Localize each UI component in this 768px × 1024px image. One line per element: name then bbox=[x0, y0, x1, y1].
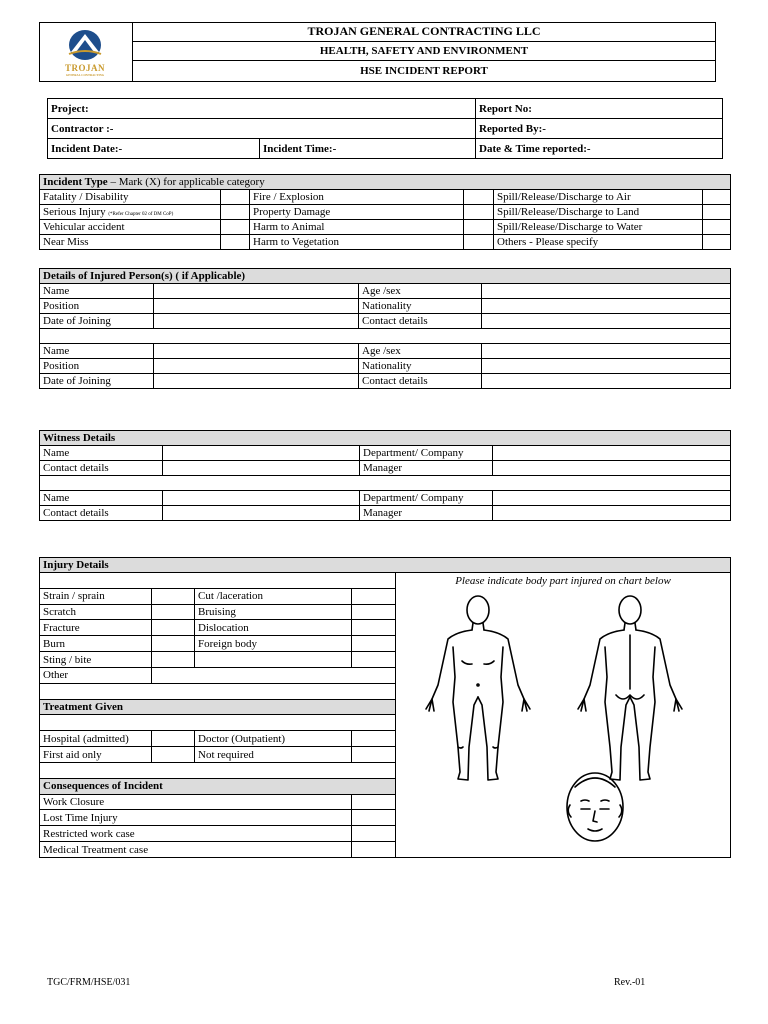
other-injury-input[interactable] bbox=[152, 667, 396, 683]
field-label: Date of Joining bbox=[40, 314, 154, 329]
incident-type-checkbox[interactable] bbox=[703, 220, 731, 235]
injury-checkbox[interactable] bbox=[152, 636, 195, 652]
contractor-field[interactable]: Contractor :- bbox=[48, 119, 476, 139]
field-label: Date of Joining bbox=[40, 374, 154, 389]
spacer-row bbox=[40, 683, 396, 699]
consequence-checkbox[interactable] bbox=[352, 810, 396, 826]
consequence-checkbox[interactable] bbox=[352, 842, 396, 858]
age-sex-input-1[interactable] bbox=[482, 284, 731, 299]
incident-type-checkbox[interactable] bbox=[221, 205, 250, 220]
treatment-label: First aid only bbox=[40, 747, 152, 763]
company-logo bbox=[40, 23, 130, 81]
field-label: Position bbox=[40, 299, 154, 314]
field-label: Age /sex bbox=[359, 344, 482, 359]
treatment-title: Treatment Given bbox=[40, 699, 396, 715]
treatment-label: Doctor (Outpatient) bbox=[195, 731, 352, 747]
injury-label: Scratch bbox=[40, 604, 152, 620]
position-input-2[interactable] bbox=[154, 359, 359, 374]
reported-by-field[interactable]: Reported By:- bbox=[476, 119, 723, 139]
field-label: Name bbox=[40, 284, 154, 299]
field-label: Contact details bbox=[359, 314, 482, 329]
project-field[interactable]: Project: bbox=[48, 99, 476, 119]
incident-type-checkbox[interactable] bbox=[703, 190, 731, 205]
consequence-label: Lost Time Injury bbox=[40, 810, 352, 826]
incident-type-checkbox[interactable] bbox=[221, 235, 250, 250]
logo-word: TROJAN bbox=[64, 62, 105, 73]
treatment-checkbox[interactable] bbox=[352, 747, 396, 763]
joining-date-input-2[interactable] bbox=[154, 374, 359, 389]
incident-type-label: Property Damage bbox=[250, 205, 464, 220]
spacer-row bbox=[40, 329, 731, 344]
witness-company-input-2[interactable] bbox=[493, 491, 731, 506]
field-label: Name bbox=[40, 491, 163, 506]
body-chart-caption: Please indicate body part injured on chart below bbox=[455, 575, 671, 587]
incident-type-label: Near Miss bbox=[40, 235, 221, 250]
consequence-checkbox[interactable] bbox=[352, 794, 396, 810]
field-label: Name bbox=[40, 446, 163, 461]
joining-date-input-1[interactable] bbox=[154, 314, 359, 329]
field-label: Age /sex bbox=[359, 284, 482, 299]
injury-checkbox[interactable] bbox=[152, 604, 195, 620]
incident-type-label: Fire / Explosion bbox=[250, 190, 464, 205]
logo-cell bbox=[40, 23, 133, 82]
incident-type-label: Spill/Release/Discharge to Water bbox=[494, 220, 703, 235]
injury-label: Bruising bbox=[195, 604, 352, 620]
witness-name-input-1[interactable] bbox=[163, 446, 360, 461]
header-table bbox=[39, 22, 716, 82]
body-chart-diagram[interactable] bbox=[396, 587, 731, 857]
witness-contact-input-2[interactable] bbox=[163, 506, 360, 521]
field-label: Contact details bbox=[40, 461, 163, 476]
witness-company-input-1[interactable] bbox=[493, 446, 731, 461]
field-label: Contact details bbox=[40, 506, 163, 521]
field-label: Department/ Company bbox=[360, 446, 493, 461]
injury-checkbox[interactable] bbox=[152, 652, 195, 668]
incident-type-label: Fatality / Disability bbox=[40, 190, 221, 205]
position-input-1[interactable] bbox=[154, 299, 359, 314]
department-name: HEALTH, SAFETY AND ENVIRONMENT bbox=[133, 41, 716, 60]
report-title: HSE INCIDENT REPORT bbox=[133, 60, 716, 81]
injury-label: Strain / sprain bbox=[40, 588, 152, 604]
injury-label: Foreign body bbox=[195, 636, 352, 652]
injury-label: Burn bbox=[40, 636, 152, 652]
field-label: Nationality bbox=[359, 359, 482, 374]
injury-checkbox[interactable] bbox=[352, 636, 396, 652]
incident-type-checkbox[interactable] bbox=[464, 190, 494, 205]
field-label: Position bbox=[40, 359, 154, 374]
body-back-icon bbox=[578, 596, 682, 780]
treatment-checkbox[interactable] bbox=[152, 747, 195, 763]
incident-type-label: Spill/Release/Discharge to Air bbox=[494, 190, 703, 205]
injury-checkbox[interactable] bbox=[152, 588, 195, 604]
project-info-table bbox=[47, 98, 723, 159]
incident-type-label: Harm to Animal bbox=[250, 220, 464, 235]
form-code: TGC/FRM/HSE/031 bbox=[47, 977, 131, 988]
incident-type-checkbox[interactable] bbox=[703, 205, 731, 220]
head-chart-icon bbox=[567, 773, 623, 841]
trojan-logo-icon bbox=[65, 28, 105, 62]
nationality-input-1[interactable] bbox=[482, 299, 731, 314]
witness-name-input-2[interactable] bbox=[163, 491, 360, 506]
incident-type-table bbox=[39, 174, 731, 250]
incident-type-label: Others - Please specify bbox=[494, 235, 703, 250]
name-input-1[interactable] bbox=[154, 284, 359, 299]
body-front-icon bbox=[426, 596, 530, 780]
body-chart-cell[interactable] bbox=[396, 573, 731, 858]
field-label: Nationality bbox=[359, 299, 482, 314]
witness-manager-input-1[interactable] bbox=[493, 461, 731, 476]
report-no-field[interactable]: Report No: bbox=[476, 99, 723, 119]
treatment-checkbox[interactable] bbox=[152, 731, 195, 747]
incident-type-checkbox[interactable] bbox=[464, 205, 494, 220]
incident-type-checkbox[interactable] bbox=[221, 190, 250, 205]
age-sex-input-2[interactable] bbox=[482, 344, 731, 359]
injury-checkbox[interactable] bbox=[352, 604, 396, 620]
injured-person-title: Details of Injured Person(s) ( if Applicable) bbox=[40, 269, 731, 284]
treatment-label: Not required bbox=[195, 747, 352, 763]
field-label: Manager bbox=[360, 461, 493, 476]
injury-label: Cut /laceration bbox=[195, 588, 352, 604]
incident-type-title: Incident Type – Mark (X) for applicable category bbox=[40, 175, 731, 190]
injury-checkbox[interactable] bbox=[152, 620, 195, 636]
injury-label bbox=[195, 652, 352, 668]
field-label: Manager bbox=[360, 506, 493, 521]
incident-type-label: Serious Injury (*Refer Chapter 02 of DM CoP) bbox=[40, 205, 221, 220]
witness-manager-input-2[interactable] bbox=[493, 506, 731, 521]
incident-date-field[interactable]: Incident Date:- bbox=[48, 139, 260, 159]
field-label: Name bbox=[40, 344, 154, 359]
injury-details-table bbox=[39, 557, 731, 858]
company-name: TROJAN GENERAL CONTRACTING LLC bbox=[133, 23, 716, 42]
treatment-label: Hospital (admitted) bbox=[40, 731, 152, 747]
consequence-label: Work Closure bbox=[40, 794, 352, 810]
contact-input-1[interactable] bbox=[482, 314, 731, 329]
injury-details-title: Injury Details bbox=[40, 558, 731, 573]
injury-label: Fracture bbox=[40, 620, 152, 636]
date-time-reported-field[interactable]: Date & Time reported:- bbox=[476, 139, 723, 159]
injury-checkbox[interactable] bbox=[352, 652, 396, 668]
field-label: Department/ Company bbox=[360, 491, 493, 506]
injury-checkbox[interactable] bbox=[352, 620, 396, 636]
incident-type-label: Spill/Release/Discharge to Land bbox=[494, 205, 703, 220]
witness-contact-input-1[interactable] bbox=[163, 461, 360, 476]
incident-type-label: Harm to Vegetation bbox=[250, 235, 464, 250]
contact-input-2[interactable] bbox=[482, 374, 731, 389]
witness-title: Witness Details bbox=[40, 431, 731, 446]
incident-type-checkbox[interactable] bbox=[703, 235, 731, 250]
incident-type-checkbox[interactable] bbox=[464, 235, 494, 250]
injury-label: Other bbox=[40, 667, 152, 683]
field-label: Contact details bbox=[359, 374, 482, 389]
revision-number: Rev.-01 bbox=[614, 977, 646, 988]
logo-tagline: GENERAL CONTRACTING bbox=[65, 72, 105, 77]
incident-type-checkbox[interactable] bbox=[464, 220, 494, 235]
injury-label: Dislocation bbox=[195, 620, 352, 636]
injured-person-table bbox=[39, 268, 731, 389]
consequences-title: Consequences of Incident bbox=[40, 778, 396, 794]
spacer-row bbox=[40, 715, 396, 731]
treatment-checkbox[interactable] bbox=[352, 731, 396, 747]
consequence-label: Medical Treatment case bbox=[40, 842, 352, 858]
incident-time-field[interactable]: Incident Time:- bbox=[260, 139, 476, 159]
consequence-checkbox[interactable] bbox=[352, 826, 396, 842]
incident-type-label: Vehicular accident bbox=[40, 220, 221, 235]
spacer-row bbox=[40, 573, 396, 589]
witness-table bbox=[39, 430, 731, 521]
spacer-row bbox=[40, 476, 731, 491]
injury-label: Sting / bite bbox=[40, 652, 152, 668]
nationality-input-2[interactable] bbox=[482, 359, 731, 374]
name-input-2[interactable] bbox=[154, 344, 359, 359]
incident-type-checkbox[interactable] bbox=[221, 220, 250, 235]
injury-checkbox[interactable] bbox=[352, 588, 396, 604]
consequence-label: Restricted work case bbox=[40, 826, 352, 842]
spacer-row bbox=[40, 762, 396, 778]
